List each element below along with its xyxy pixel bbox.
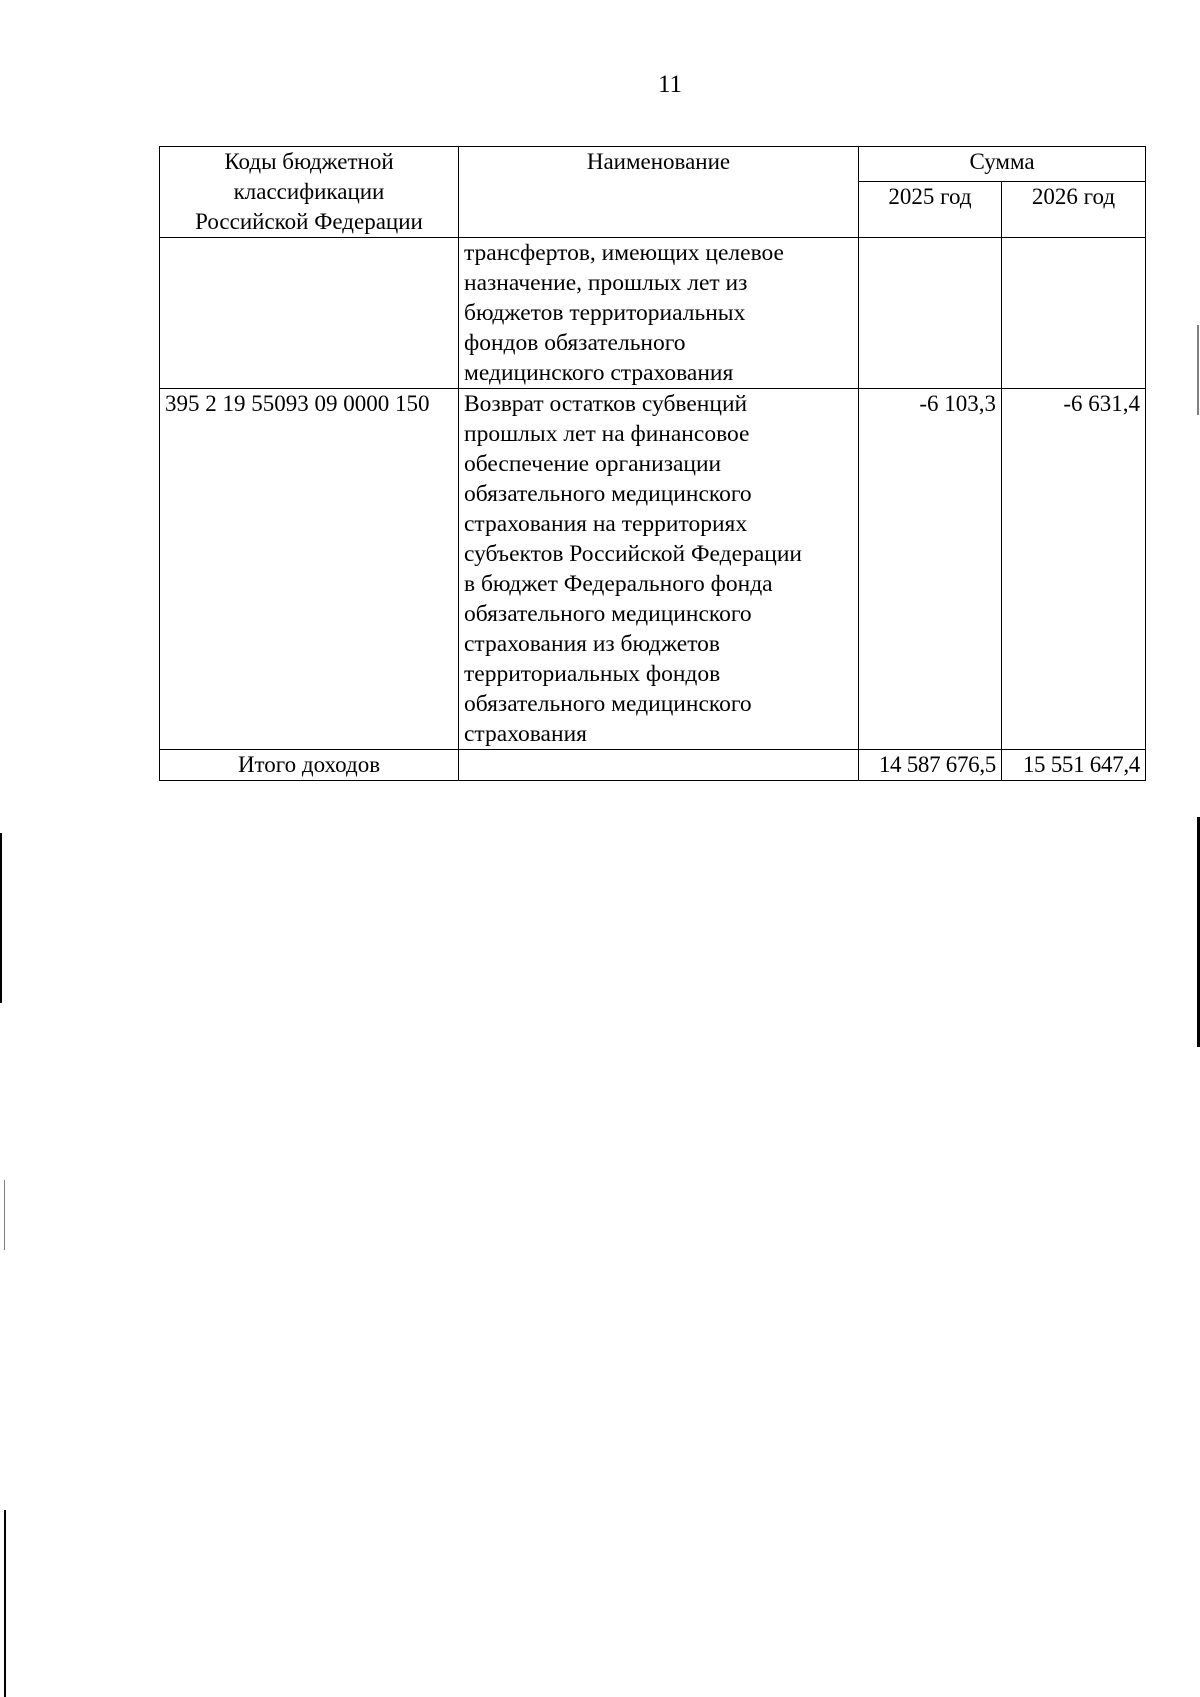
- header-year-2025: 2025 год: [859, 181, 1002, 237]
- row-value-2025: [859, 238, 1002, 389]
- row-name-line: назначение, прошлых лет из: [464, 270, 748, 296]
- row-value-2026: [1002, 238, 1146, 389]
- row-name-line: территориальных фондов: [464, 661, 721, 687]
- row-name: [459, 389, 859, 750]
- row-code: [160, 238, 459, 389]
- header-code-column: [160, 147, 459, 238]
- row-name-line: Возврат остатков субвенций: [464, 391, 748, 417]
- scan-edge-mark: [4, 1510, 6, 1697]
- row-name-line: обеспечение организации: [464, 451, 722, 477]
- row-name-line: трансфертов, имеющих целевое: [464, 240, 784, 266]
- total-row: [160, 750, 1146, 781]
- table-row: [160, 238, 1146, 389]
- header-code-line: Российской Федерации: [195, 209, 423, 234]
- table-header: [160, 147, 1146, 238]
- scan-edge-mark: [4, 1180, 5, 1250]
- total-value-2025: 14 587 676,5: [859, 750, 1002, 781]
- row-name-line: бюджетов территориальных: [464, 300, 746, 326]
- table-row: [160, 389, 1146, 750]
- budget-table: [159, 146, 1146, 781]
- header-name-column: Наименование: [459, 147, 859, 238]
- row-name-line: медицинского страхования: [464, 360, 734, 386]
- row-name-line: в бюджет Федерального фонда: [464, 571, 773, 597]
- row-name-line: субъектов Российской Федерации: [464, 541, 802, 567]
- header-code-line: Коды бюджетной: [224, 149, 394, 174]
- row-value-2025: -6 103,3: [859, 389, 1002, 750]
- row-name-line: страхования из бюджетов: [464, 631, 720, 657]
- header-sum-group: Сумма: [859, 147, 1146, 182]
- total-name: [459, 750, 859, 781]
- row-value-2026: -6 631,4: [1002, 389, 1146, 750]
- row-code: 395 2 19 55093 09 0000 150: [160, 389, 459, 750]
- total-value-2026: 15 551 647,4: [1002, 750, 1146, 781]
- row-name-line: фондов обязательного: [464, 330, 686, 356]
- page-number: 11: [657, 71, 683, 98]
- row-name-line: обязательного медицинского: [464, 481, 752, 507]
- row-name-line: страхования: [464, 721, 587, 747]
- row-name: [459, 238, 859, 389]
- row-name-line: прошлых лет на финансовое: [464, 421, 750, 447]
- scan-edge-mark: [1197, 325, 1199, 415]
- row-name-line: страхования на территориях: [464, 511, 748, 537]
- row-name-line: обязательного медицинского: [464, 601, 752, 627]
- scan-edge-mark: [0, 833, 2, 1003]
- total-label: Итого доходов: [160, 750, 459, 781]
- row-name-line: обязательного медицинского: [464, 691, 752, 717]
- header-code-line: классификации: [233, 179, 385, 204]
- header-year-2026: 2026 год: [1002, 181, 1146, 237]
